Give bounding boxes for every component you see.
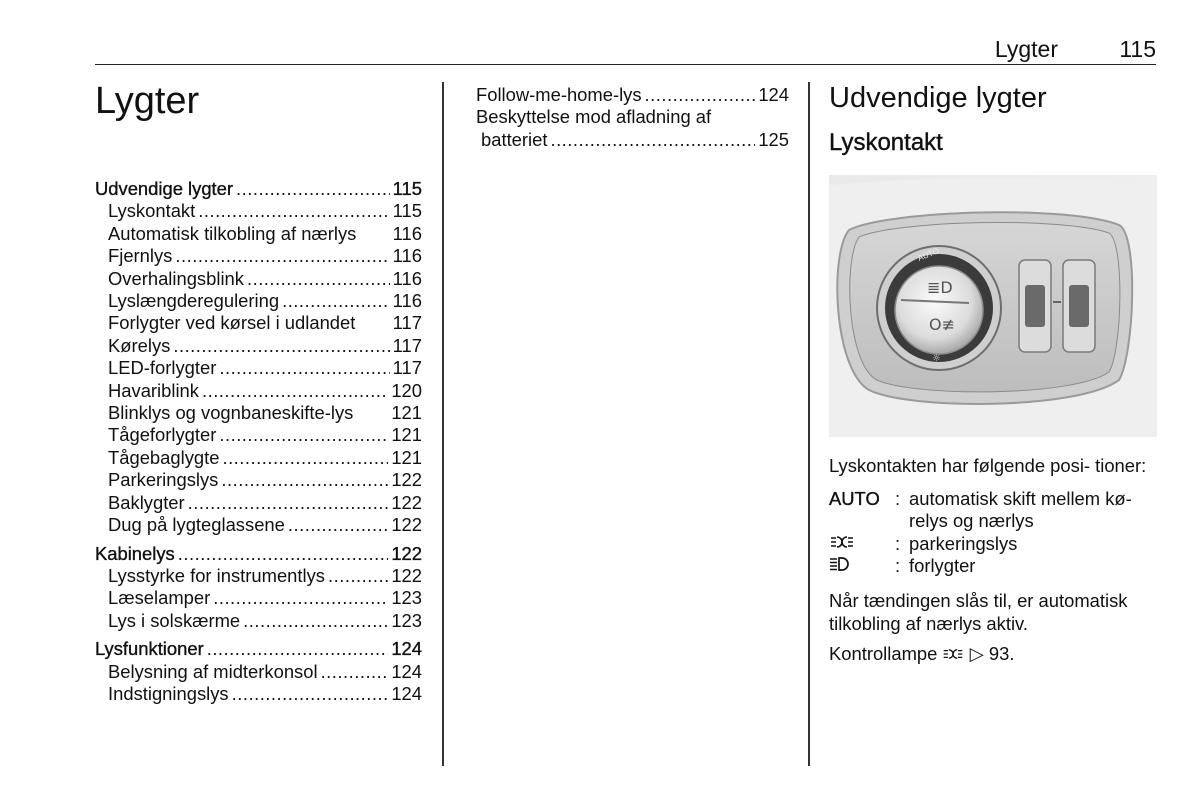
page-reference[interactable]: 93. [988, 643, 1015, 665]
chapter-title: Lygter [95, 80, 200, 122]
toc-entry-page: 122 [391, 491, 422, 513]
leader-dots [243, 610, 388, 632]
leader-dots [198, 200, 389, 222]
leader-dots [222, 447, 388, 469]
leader-dots [188, 492, 389, 514]
light-switch-illustration [829, 175, 1157, 437]
toc-entry-page: 116 [392, 290, 422, 312]
toc-entry[interactable] [476, 129, 789, 151]
position-item: AUTO : automatisk skift mellem kø- relys og nærlys [829, 488, 1157, 533]
toc-entry-label: Automatisk tilkobling af nærlys [108, 222, 357, 244]
toc-entry-page: 116 [392, 245, 422, 267]
toc-entry-page: 122 [391, 542, 422, 564]
toc-entry[interactable] [95, 424, 422, 446]
page-header [95, 36, 1156, 65]
leader-dots [550, 129, 755, 151]
leader-dots [247, 268, 390, 290]
toc-entry[interactable] [95, 223, 422, 245]
toc-entry-page: 117 [392, 357, 422, 379]
toc-entry[interactable] [95, 335, 422, 357]
leader-dots [288, 514, 388, 536]
toc-entry-page: 122 [391, 564, 422, 586]
toc-entry-page: 117 [392, 312, 422, 334]
position-desc: parkeringslys [909, 532, 1018, 554]
svg-text:O≢: O≢ [929, 315, 955, 334]
running-header-title: Lygter [994, 36, 1058, 62]
toc-entry-page: 116 [392, 222, 422, 244]
toc-entry-page: 115 [392, 178, 422, 199]
leader-dots [173, 335, 389, 357]
toc-entry-label: LED-forlygter [108, 357, 217, 379]
ignition-paragraph: Når tændingen slås til, er automatisk tilkobling af nærlys aktiv. [829, 589, 1128, 634]
toc-entry-label: Tågebaglygte [108, 446, 220, 468]
toc-entry-label: Forlygter ved kørsel i udlandet [108, 312, 356, 334]
toc-entry-page: 124 [391, 638, 422, 660]
toc-entry[interactable] [95, 312, 422, 334]
toc-entry-page: 124 [391, 660, 422, 682]
leader-dots [321, 661, 389, 683]
toc-entry[interactable] [95, 565, 422, 587]
toc-entry[interactable] [95, 447, 422, 469]
toc-entry-page: 122 [391, 469, 422, 491]
svg-text:☼: ☼ [932, 353, 941, 364]
toc-entry[interactable] [95, 290, 422, 312]
toc-entry[interactable] [95, 514, 422, 536]
leader-dots [219, 357, 389, 379]
toc-entry-label: Dug på lygteglassene [108, 514, 285, 536]
svg-text:≣D: ≣D [927, 278, 953, 297]
toc-entry[interactable] [95, 200, 422, 222]
toc-entry[interactable] [95, 683, 422, 705]
toc-entry-label: Tågeforlygter [108, 424, 217, 446]
leader-dots [219, 424, 388, 446]
toc-entry[interactable] [95, 380, 422, 402]
toc-entry-label: Lysfunktioner [95, 638, 204, 660]
toc-entry[interactable] [95, 492, 422, 514]
toc-entry-label: Kabinelys [95, 542, 175, 564]
toc-entry[interactable] [95, 610, 422, 632]
toc-entry-label: Læselamper [108, 587, 211, 609]
toc-entry-label: Havariblink [108, 379, 199, 401]
toc-entry-page: 121 [391, 402, 422, 424]
toc-entry[interactable] [95, 245, 422, 267]
column-divider [442, 82, 444, 766]
toc-entry-page: 117 [392, 334, 422, 356]
table-of-contents [95, 178, 422, 705]
toc-entry-label: Lyskontakt [108, 200, 196, 222]
leader-dots [645, 84, 756, 106]
headlight-icon [829, 556, 855, 572]
position-item: : forlygter [829, 555, 1157, 578]
position-list [829, 488, 1157, 578]
toc-entry-page: 121 [391, 424, 422, 446]
toc-entry-page: 120 [391, 379, 422, 401]
toc-section-entry[interactable] [95, 638, 422, 660]
toc-entry-label: batteriet [481, 128, 548, 150]
section-heading: Udvendige lygter [829, 82, 1047, 114]
toc-entry-label: Overhalingsblink [108, 267, 244, 289]
toc-entry-page: 123 [391, 587, 422, 609]
leader-dots [175, 245, 389, 267]
toc-entry-label: Lys i solskærme [108, 609, 241, 631]
page-reference-arrow-icon[interactable]: ▷ [969, 643, 984, 665]
toc-entry-page: 121 [391, 446, 422, 468]
leader-dots [178, 543, 389, 565]
position-desc: forlygter [909, 555, 976, 577]
toc-entry-label: Blinklys og vognbaneskifte-lys [108, 402, 354, 424]
leader-dots [207, 638, 389, 660]
toc-entry-page: 115 [392, 200, 422, 222]
toc-entry-page: 123 [391, 609, 422, 631]
toc-section-entry[interactable] [95, 178, 422, 200]
middle-column [476, 84, 789, 151]
toc-entry-label: Parkeringslys [108, 469, 219, 491]
indicator-text: Kontrollampe [829, 643, 938, 665]
toc-section-entry[interactable] [95, 543, 422, 565]
toc-entry[interactable] [476, 84, 789, 106]
toc-entry-label: Lysstyrke for instrumentlys [108, 564, 325, 586]
toc-entry-page: 124 [758, 84, 789, 105]
leader-dots [236, 178, 390, 200]
leader-dots [232, 683, 389, 705]
page-number: 115 [1119, 36, 1156, 62]
position-item: : parkeringslys [829, 533, 1157, 556]
indicator-paragraph [829, 643, 1157, 666]
toc-entry-label: Belysning af midterkonsol [108, 660, 318, 682]
toc-entry[interactable] [95, 469, 422, 491]
toc-entry[interactable] [95, 357, 422, 379]
leader-dots [282, 290, 390, 312]
right-column [829, 82, 1157, 666]
left-column [95, 80, 425, 123]
leader-dots [213, 587, 388, 609]
leader-dots [328, 565, 388, 587]
toc-entry-label: Baklygter [108, 491, 185, 513]
parking-light-icon [829, 534, 855, 550]
toc-entry-page: 125 [758, 128, 789, 150]
toc-entry-label: Lyslængderegulering [108, 290, 280, 312]
subsection-heading: Lyskontakt [829, 129, 943, 156]
toc-entry[interactable] [95, 661, 422, 683]
toc-entry-label: Fjernlys [108, 245, 173, 267]
toc-entry-page: 116 [392, 267, 422, 289]
position-desc: automatisk skift mellem kø- relys og nærlys [909, 487, 1132, 532]
toc-entry[interactable] [95, 587, 422, 609]
toc-entry[interactable] [95, 268, 422, 290]
toc-entry-label: Follow-me-home-lys [476, 84, 642, 105]
column-divider [808, 82, 810, 766]
toc-entry-page: 124 [391, 682, 422, 704]
dial-auto-label: AUTO [916, 246, 941, 263]
toc-entry-label: Udvendige lygter [95, 178, 234, 199]
toc-entry-label: Kørelys [108, 334, 171, 356]
leader-dots [221, 469, 388, 491]
parking-light-icon [942, 647, 964, 661]
intro-paragraph: Lyskontakten har følgende posi- tioner: [829, 455, 1147, 476]
toc-entry[interactable] [95, 402, 422, 424]
leader-dots [202, 380, 388, 402]
light-switch-photo [829, 175, 1157, 437]
toc-entry-page: 122 [391, 514, 422, 536]
toc-entry-label: Indstigningslys [108, 682, 229, 704]
position-term: AUTO [829, 487, 880, 509]
toc-entry-label[interactable]: Beskyttelse mod afladning af [476, 106, 712, 128]
